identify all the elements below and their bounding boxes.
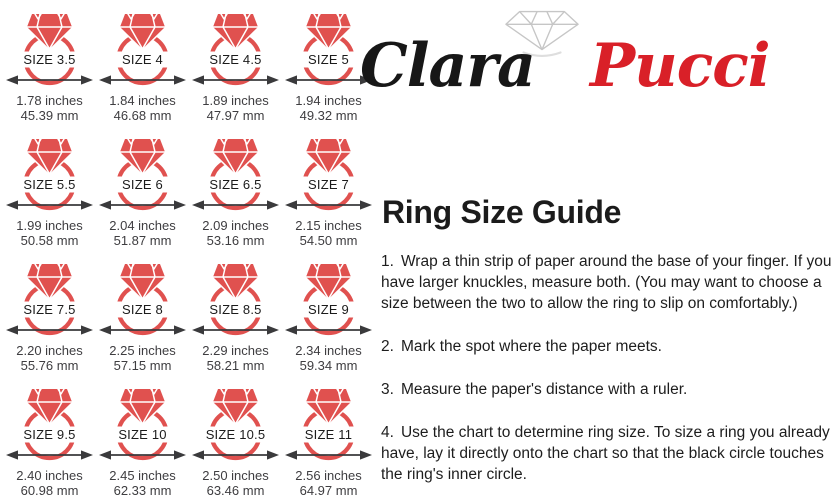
arrow-left-head (285, 200, 297, 209)
instruction-step-4 (381, 422, 839, 485)
size-label: SIZE 5 (308, 52, 349, 67)
diameter-mm: 62.33 mm (113, 483, 172, 499)
diameter-mm: 57.15 mm (113, 358, 172, 374)
size-label: SIZE 6.5 (209, 177, 262, 192)
diameter-measurements (282, 468, 375, 499)
step-number: 4. (381, 424, 394, 441)
arrow-left-head (6, 75, 18, 84)
size-label: SIZE 8 (122, 302, 163, 317)
step-number: 2. (381, 338, 394, 355)
diameter-inches: 2.25 inches (109, 343, 176, 358)
diameter-measurements (3, 343, 96, 374)
diameter-measurements (3, 218, 96, 249)
page-title: Ring Size Guide (382, 194, 622, 230)
ring-size-chart (3, 4, 375, 501)
diameter-inches: 1.99 inches (16, 218, 83, 233)
size-label: SIZE 7 (308, 177, 349, 192)
step-number: 3. (381, 381, 394, 398)
instructions-list (381, 251, 839, 501)
ring-icon (282, 259, 375, 337)
size-label: SIZE 6 (122, 177, 163, 192)
step-text: Measure the paper's distance with a ruler. (400, 381, 688, 398)
instruction-step-1 (381, 251, 839, 314)
diameter-measurements (96, 218, 189, 249)
size-label: SIZE 5.5 (23, 177, 76, 192)
diameter-mm: 50.58 mm (20, 233, 79, 249)
diameter-measurements (189, 468, 282, 499)
step-number: 1. (381, 253, 394, 270)
size-label: SIZE 9 (308, 302, 349, 317)
diameter-inches: 2.15 inches (295, 218, 362, 233)
arrow-left-head (192, 325, 204, 334)
size-label: SIZE 4.5 (209, 52, 262, 67)
diameter-inches: 1.89 inches (202, 93, 269, 108)
ring-icon (96, 384, 189, 462)
size-label: SIZE 10.5 (205, 427, 266, 442)
arrow-right-head (360, 200, 372, 209)
diameter-mm: 45.39 mm (20, 108, 79, 124)
ring-size-cell (282, 254, 375, 379)
arrow-left-head (99, 200, 111, 209)
instruction-step-3 (381, 379, 839, 400)
step-text: Use the chart to determine ring size. To size a ring you already have, lay it directly onto the chart so that the black circle touches the ring's inner circle. (381, 424, 830, 483)
ring-size-cell (96, 4, 189, 129)
arrow-left-head (99, 325, 111, 334)
arrow-right-head (360, 325, 372, 334)
arrow-left-head (99, 75, 111, 84)
diameter-inches: 2.34 inches (295, 343, 362, 358)
diameter-mm: 49.32 mm (299, 108, 358, 124)
arrow-right-head (81, 450, 93, 459)
ring-icon (3, 384, 96, 462)
arrow-right-head (267, 200, 279, 209)
diameter-inches: 1.94 inches (295, 93, 362, 108)
ring-icon (282, 134, 375, 212)
ring-icon (96, 259, 189, 337)
diameter-measurements (282, 343, 375, 374)
diameter-mm: 46.68 mm (113, 108, 172, 124)
diameter-measurements (189, 343, 282, 374)
diameter-measurements (189, 218, 282, 249)
ring-size-cell (3, 4, 96, 129)
arrow-left-head (285, 75, 297, 84)
diameter-inches: 2.45 inches (109, 468, 176, 483)
diameter-measurements (282, 218, 375, 249)
ring-icon (189, 134, 282, 212)
diameter-inches: 2.04 inches (109, 218, 176, 233)
ring-size-cell (3, 254, 96, 379)
diameter-measurements (3, 468, 96, 499)
ring-icon (96, 134, 189, 212)
ring-icon (96, 9, 189, 87)
diameter-measurements (96, 343, 189, 374)
ring-icon (189, 9, 282, 87)
diameter-mm: 59.34 mm (299, 358, 358, 374)
arrow-right-head (174, 75, 186, 84)
diameter-mm: 53.16 mm (206, 233, 265, 249)
brand-logo (352, 14, 834, 114)
ring-size-cell (189, 129, 282, 254)
diameter-mm: 60.98 mm (20, 483, 79, 499)
ring-icon (3, 259, 96, 337)
arrow-right-head (360, 450, 372, 459)
size-label: SIZE 8.5 (209, 302, 262, 317)
arrow-right-head (81, 75, 93, 84)
size-label: SIZE 9.5 (23, 427, 76, 442)
size-label: SIZE 10 (118, 427, 167, 442)
arrow-left-head (192, 75, 204, 84)
ring-size-cell (96, 379, 189, 501)
arrow-right-head (174, 200, 186, 209)
ring-size-cell (3, 129, 96, 254)
diameter-inches: 1.84 inches (109, 93, 176, 108)
diameter-inches: 2.29 inches (202, 343, 269, 358)
ring-size-cell (96, 254, 189, 379)
ring-size-cell (189, 379, 282, 501)
ring-size-cell (189, 4, 282, 129)
ring-size-cell (96, 129, 189, 254)
instruction-step-2 (381, 336, 839, 357)
diameter-inches: 2.50 inches (202, 468, 269, 483)
size-label: SIZE 3.5 (23, 52, 76, 67)
diameter-inches: 2.20 inches (16, 343, 83, 358)
arrow-left-head (6, 325, 18, 334)
arrow-right-head (267, 325, 279, 334)
diameter-mm: 63.46 mm (206, 483, 265, 499)
arrow-left-head (285, 325, 297, 334)
ring-icon (189, 384, 282, 462)
arrow-left-head (192, 450, 204, 459)
ring-icon (189, 259, 282, 337)
diameter-mm: 55.76 mm (20, 358, 79, 374)
arrow-left-head (285, 450, 297, 459)
size-label: SIZE 7.5 (23, 302, 76, 317)
arrow-left-head (99, 450, 111, 459)
diameter-mm: 64.97 mm (299, 483, 358, 499)
arrow-left-head (6, 200, 18, 209)
arrow-right-head (81, 200, 93, 209)
ring-icon (282, 384, 375, 462)
diameter-inches: 2.09 inches (202, 218, 269, 233)
step-text: Wrap a thin strip of paper around the base of your finger. If you have larger knuckles, measure both. (You may want to choose a size between the two to allow the ring to slip on comfortably.) (381, 253, 832, 312)
diameter-inches: 1.78 inches (16, 93, 83, 108)
diameter-measurements (3, 93, 96, 124)
ring-size-cell (189, 254, 282, 379)
ring-size-cell (282, 129, 375, 254)
diameter-mm: 51.87 mm (113, 233, 172, 249)
diameter-measurements (96, 468, 189, 499)
arrow-left-head (192, 200, 204, 209)
arrow-left-head (6, 450, 18, 459)
ring-icon (3, 9, 96, 87)
brand-name-second: Pucci (590, 31, 770, 101)
ring-icon (3, 134, 96, 212)
arrow-right-head (267, 450, 279, 459)
diameter-measurements (96, 93, 189, 124)
arrow-right-head (81, 325, 93, 334)
arrow-right-head (174, 450, 186, 459)
diameter-mm: 54.50 mm (299, 233, 358, 249)
ring-size-cell (282, 379, 375, 501)
size-label: SIZE 4 (122, 52, 163, 67)
arrow-right-head (174, 325, 186, 334)
diameter-mm: 47.97 mm (206, 108, 265, 124)
diameter-measurements (189, 93, 282, 124)
diameter-inches: 2.56 inches (295, 468, 362, 483)
step-text: Mark the spot where the paper meets. (400, 338, 662, 355)
ring-size-cell (3, 379, 96, 501)
diameter-mm: 58.21 mm (206, 358, 265, 374)
size-label: SIZE 11 (304, 427, 353, 442)
brand-name-first: Clara (360, 31, 535, 101)
arrow-right-head (267, 75, 279, 84)
diameter-inches: 2.40 inches (16, 468, 83, 483)
